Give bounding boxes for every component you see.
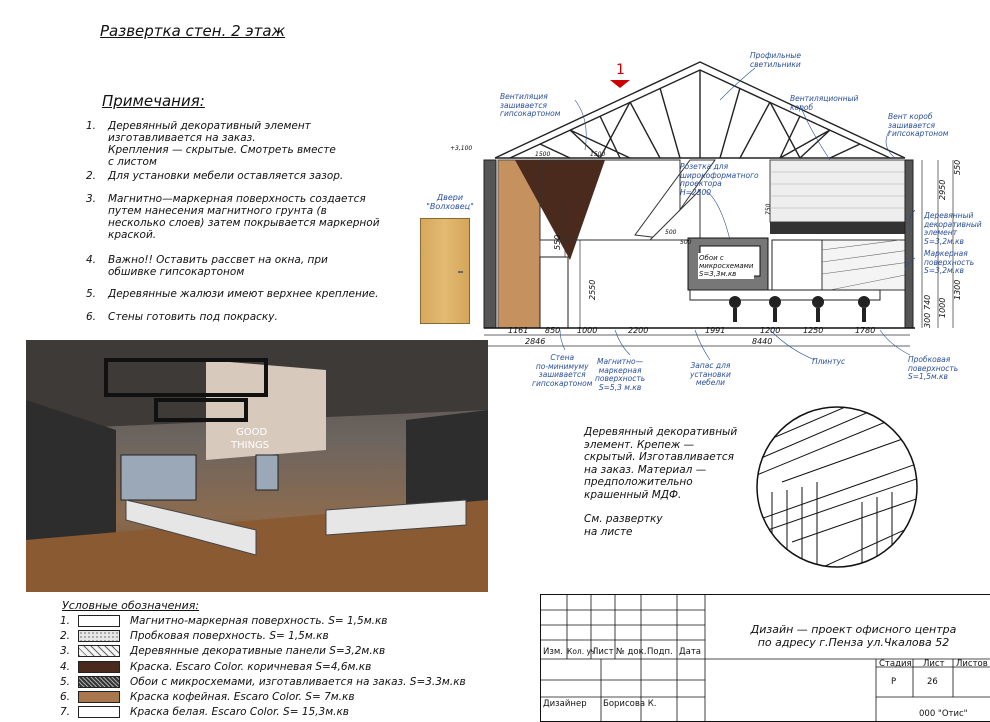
- callout-line: Вент короб: [888, 112, 933, 121]
- dim-right-6: 550: [953, 159, 962, 175]
- door-opening: [540, 257, 568, 328]
- callout-line: Стена: [550, 353, 575, 362]
- note-line: 2. Для установки мебели оставляется зазор.: [86, 170, 344, 182]
- legend-swatch: [78, 630, 120, 642]
- dim-small-3: 750: [765, 203, 772, 215]
- callout-line: проектора: [680, 179, 722, 188]
- legend-heading: Условные обозначения:: [62, 599, 200, 612]
- callout-line: Деревянный: [924, 211, 974, 220]
- legend-swatch: [78, 706, 120, 718]
- note-number: 5.: [86, 288, 97, 300]
- callout-line: Вентиляционный: [790, 94, 859, 103]
- callout-line: H=2500: [680, 187, 712, 197]
- callout-gap: [690, 362, 731, 388]
- wallpaper-callout: [698, 253, 754, 279]
- callout-magnet: [595, 358, 645, 392]
- note-line: 1. Деревянный декоративный элемент: [86, 120, 311, 132]
- legend-text: Пробковая поверхность. S= 1,5м.кв: [130, 630, 329, 643]
- legend-swatch: [78, 691, 120, 703]
- description-line: элемент. Крепеж —: [584, 438, 695, 451]
- note-line: 5. Деревянные жалюзи имеют верхнее крепление.: [86, 288, 379, 300]
- company-name: 000 "Отис": [919, 709, 968, 719]
- callout-line: широкоформатного: [680, 170, 759, 180]
- legend-text: Краска белая. Escaro Color. S= 15,3м.кв: [130, 706, 349, 719]
- legend-item: [60, 705, 349, 720]
- legend-number: 1.: [60, 615, 71, 627]
- legend-number: 5.: [60, 675, 71, 688]
- note-line: краской.: [108, 229, 157, 241]
- callout-line: элемент: [924, 228, 958, 237]
- legend-number: 7.: [60, 706, 71, 719]
- callout-line: поверхность: [908, 363, 959, 373]
- description-line: См. развертку: [584, 513, 663, 525]
- col-izm: Изм.: [543, 647, 563, 657]
- callout-line: маркерная: [598, 365, 642, 375]
- callout-line: гипсокартоном: [532, 378, 593, 388]
- legend-swatch: [78, 645, 120, 657]
- note-item: [86, 254, 386, 278]
- project-line-1: Дизайн — проект офисного центра: [750, 623, 957, 636]
- section-marker-number: 1: [616, 62, 625, 78]
- sheet-value: 26: [927, 677, 938, 687]
- callout-wall-min: [532, 354, 592, 388]
- callout-line: зашивается: [888, 120, 935, 130]
- project-line-2: по адресу г.Пенза ул.Чкалова 52: [757, 636, 950, 649]
- callout-line: декоративный: [924, 219, 982, 229]
- dim-bottom-1: 1161: [508, 326, 529, 335]
- callout-socket: [680, 163, 759, 197]
- description-line: скрытый. Изготавливается: [584, 451, 734, 463]
- dim-total-2: 8440: [752, 337, 773, 346]
- callout-line: S=3,2м.кв: [924, 236, 964, 246]
- callout-vent-box: [790, 95, 858, 112]
- callout-line: Маркерная: [924, 249, 968, 258]
- legend-text: Обои с микросхемами, изготавливается на заказ. S=3.3м.кв: [130, 675, 466, 688]
- callout-marker-right: [924, 250, 974, 276]
- col-doc: № док.: [616, 647, 647, 657]
- note-line: 6. Стены готовить под покраску.: [86, 311, 278, 323]
- project-name: [741, 623, 966, 649]
- note-item: [86, 311, 386, 323]
- note-line: 4. Важно!! Оставить рассвет на окна, при: [86, 254, 328, 266]
- callout-line: установки: [690, 369, 731, 379]
- callout-line: гипсокартоном: [500, 109, 561, 118]
- element-description: [584, 426, 754, 538]
- stage-value: Р: [891, 677, 897, 687]
- callout-line: Плинтус: [812, 357, 846, 366]
- callout-line: поверхность: [924, 257, 975, 267]
- callout-line: мебели: [695, 378, 726, 387]
- legend-swatch: [78, 676, 120, 688]
- sheets-label: Листов: [956, 659, 988, 669]
- dim-bottom-4: 2200: [628, 326, 649, 335]
- door-label-text: Двери: [436, 193, 464, 202]
- legend-text: Магнитно-маркерная поверхность. S= 1,5м.кв: [130, 615, 388, 627]
- note-item: [86, 193, 386, 241]
- title-block: [540, 594, 990, 722]
- note-item: [86, 170, 386, 182]
- legend-text: Деревянные декоративные панели S=3,2м.кв: [130, 645, 386, 658]
- note-line: обшивке гипсокартоном: [108, 266, 245, 278]
- description-line: на заказ. Материал —: [584, 463, 707, 476]
- dim-bottom-8: 1780: [855, 326, 876, 335]
- wallpaper-line-2: микросхемами: [699, 262, 754, 270]
- note-line: Крепления — скрытые. Смотреть вместе: [108, 144, 336, 156]
- callout-line: зашивается: [538, 370, 586, 379]
- legend-item: [60, 675, 466, 690]
- role-label: Дизайнер: [543, 699, 587, 709]
- callout-lamps: [750, 52, 801, 69]
- note-item: [86, 120, 386, 168]
- legend-item: [60, 644, 385, 659]
- wallpaper-line-3: S=3,3м.кв: [699, 270, 737, 278]
- col-podp: Подп.: [647, 647, 673, 657]
- dim-right-1: 300: [923, 312, 932, 328]
- dim-vert-550: 550: [553, 234, 562, 250]
- callout-line: зашивается: [500, 100, 547, 110]
- callout-line: Пробковая: [908, 355, 951, 364]
- description-line: Деревянный декоративный: [584, 426, 738, 438]
- dim-small-1: 500: [665, 229, 677, 236]
- callout-vent-box2: [888, 113, 948, 139]
- dim-top-1: 1500: [535, 151, 551, 158]
- dim-right-3: 1000: [938, 297, 947, 318]
- legend-swatch: [78, 661, 120, 673]
- note-number: 3.: [86, 193, 97, 205]
- note-line: путем нанесения магнитного грунта (в: [108, 205, 327, 217]
- dim-bottom-5: 1991: [705, 326, 726, 335]
- section-marker-arrow-icon: [610, 80, 630, 88]
- notes-heading: Примечания:: [102, 92, 205, 110]
- col-kol: Кол. уч: [567, 647, 596, 656]
- note-line: с листом: [108, 156, 157, 168]
- legend-text: Краска. Escaro Color. коричневая S=4,6м.кв: [130, 660, 372, 673]
- note-number: 6.: [86, 311, 97, 323]
- designer-name: Борисова К.: [603, 699, 657, 709]
- dim-bottom-7: 1250: [803, 326, 824, 335]
- callout-line: гипсокартоном: [888, 129, 949, 138]
- dim-right-4: 1300: [953, 279, 962, 300]
- dim-right-5: 2950: [938, 179, 947, 200]
- legend-number: 3.: [60, 645, 71, 658]
- legend-number: 6.: [60, 691, 71, 703]
- callout-line: Профильные: [750, 51, 801, 60]
- note-line: 3. Магнитно—маркерная поверхность создается: [86, 193, 366, 205]
- door-name: "Волховец": [426, 202, 474, 211]
- interior-render-photo: [26, 340, 488, 592]
- level-mark: +3,100: [450, 145, 473, 152]
- dim-right-2: 740: [923, 294, 932, 310]
- sheet-label: Лист: [923, 659, 945, 669]
- note-item: [86, 288, 386, 300]
- description-line: предположительно: [584, 476, 693, 488]
- legend-number: 4.: [60, 660, 71, 673]
- dim-bottom-3: 1000: [577, 326, 598, 335]
- callout-line: Вентиляция: [500, 92, 548, 101]
- callout-line: Запас для: [690, 361, 731, 370]
- dim-bottom-6: 1200: [760, 326, 781, 335]
- legend-item: [60, 629, 329, 644]
- description-line: на листе: [584, 525, 633, 538]
- callout-line: короб: [790, 102, 814, 112]
- stage-label: Стадия: [879, 659, 912, 669]
- callout-line: по-минимуму: [535, 361, 589, 371]
- note-number: 1.: [86, 120, 97, 132]
- dim-vert-2550: 2550: [588, 279, 597, 300]
- callout-line: S=1,5м.кв: [908, 372, 948, 381]
- legend-item: [60, 690, 355, 705]
- round-wood-element-drawing: [752, 402, 922, 572]
- dim-top-2: 1500: [590, 151, 606, 158]
- callout-vent-top: [500, 93, 560, 119]
- note-line: несколько слоев) затем покрывается маркерной: [108, 217, 380, 229]
- callout-wood-right: [924, 212, 982, 246]
- callout-line: S=3,2м.кв: [924, 266, 964, 275]
- callout-line: Магнитно—: [596, 357, 644, 366]
- note-number: 2.: [86, 170, 97, 182]
- photo-text-good: GOOD: [236, 427, 268, 438]
- description-line: крашенный МДФ.: [584, 488, 682, 501]
- callout-line: светильники: [750, 59, 801, 69]
- legend-number: 2.: [60, 630, 71, 643]
- legend-text: Краска кофейная. Escaro Color. S= 7м.кв: [130, 691, 355, 703]
- wallpaper-line-1: Обои с: [699, 254, 724, 262]
- callout-line: поверхность: [595, 374, 646, 383]
- callout-plinth: [812, 358, 845, 367]
- callout-line: Розетка для: [680, 162, 729, 171]
- col-date: Дата: [679, 647, 702, 657]
- note-number: 4.: [86, 254, 97, 266]
- legend-item: [60, 614, 387, 629]
- dim-bottom-2: 850: [545, 326, 561, 335]
- callout-line: S=5,3 м.кв: [598, 382, 642, 392]
- legend-item: [60, 660, 371, 675]
- note-line: изготавливается на заказ.: [108, 132, 256, 144]
- vent-box: [770, 222, 910, 234]
- col-list: Лист: [592, 647, 614, 657]
- dim-small-2: 500: [680, 239, 692, 246]
- description-line: [584, 501, 754, 513]
- photo-text-things: THINGS: [231, 440, 270, 451]
- callout-cork: [908, 356, 958, 382]
- legend-swatch: [78, 615, 120, 627]
- dim-total-1: 2846: [525, 337, 546, 346]
- sheet-title: Развертка стен. 2 этаж: [100, 22, 286, 40]
